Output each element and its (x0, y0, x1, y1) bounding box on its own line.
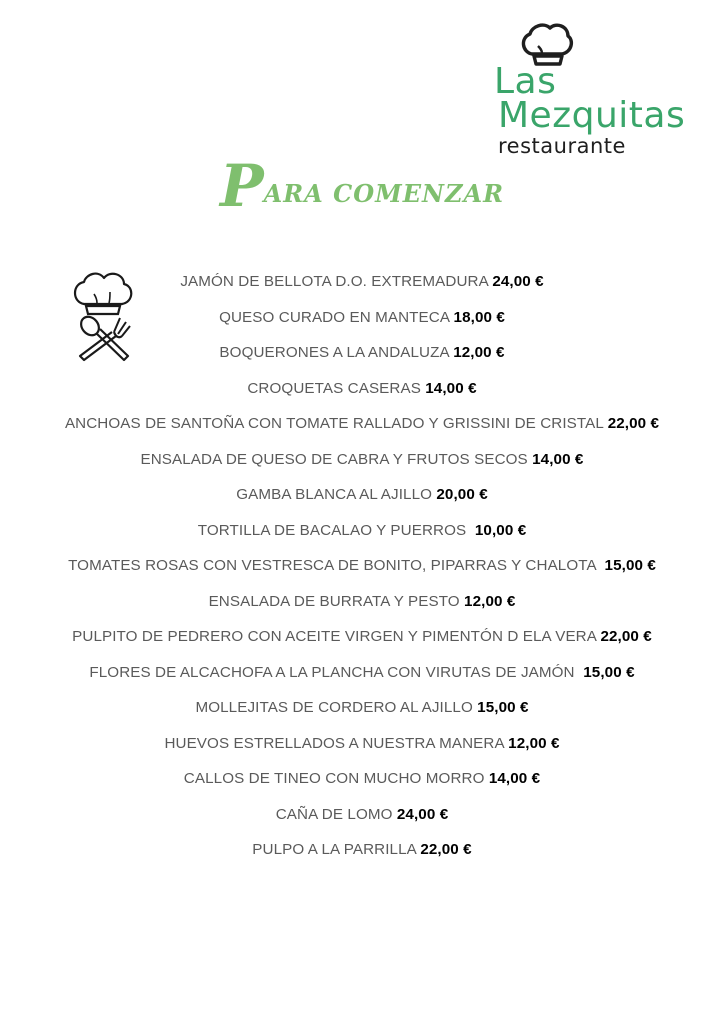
dish-price: 12,00 € (508, 734, 560, 752)
dish-price: 15,00 € (604, 557, 656, 574)
menu-item (0, 836, 724, 872)
menu-item (0, 801, 724, 837)
dish-price: 14,00 € (425, 379, 477, 397)
dish-name: ANCHOAS DE SANTOÑA CON TOMATE RALLADO Y GRISSINI DE CRISTAL (64, 415, 608, 432)
menu-list (0, 268, 724, 872)
menu-item (0, 765, 724, 801)
dish-name: CROQUETAS CASERAS (247, 379, 426, 397)
dish-price: 24,00 € (492, 273, 544, 290)
dish-price: 22,00 € (600, 628, 652, 645)
menu-item (0, 517, 724, 553)
restaurant-logo (494, 22, 694, 162)
section-title (0, 152, 724, 234)
dish-price: 22,00 € (607, 415, 660, 432)
dish-price: 14,00 € (488, 770, 541, 787)
dish-name: HUEVOS ESTRELLADOS A NUESTRA MANERA (164, 734, 509, 752)
menu-item (0, 552, 724, 588)
menu-item (0, 659, 724, 695)
dish-price: 12,00 € (453, 344, 505, 361)
brand-name-line1: Las (494, 61, 557, 102)
menu-item (0, 623, 724, 659)
dish-price: 22,00 € (420, 841, 472, 858)
dish-name: ENSALADA DE QUESO DE CABRA Y FRUTOS SECOS (140, 450, 533, 468)
menu-item (0, 268, 724, 304)
menu-item (0, 481, 724, 517)
menu-item (0, 694, 724, 730)
dish-price: 15,00 € (583, 663, 635, 681)
dish-name: CAÑA DE LOMO (275, 805, 397, 823)
menu-item (0, 446, 724, 482)
dish-price: 10,00 € (474, 521, 527, 539)
dish-name: JAMÓN DE BELLOTA D.O. EXTREMADURA (180, 273, 493, 290)
dish-price: 24,00 € (396, 805, 449, 823)
dish-price: 15,00 € (477, 699, 529, 716)
brand-name-line2: Mezquitas (498, 95, 686, 136)
dish-price: 18,00 € (453, 308, 505, 326)
dish-name: CALLOS DE TINEO CON MUCHO MORRO (183, 770, 489, 787)
dish-name: PULPO A LA PARRILLA (252, 841, 421, 858)
menu-item (0, 588, 724, 624)
dish-name: GAMBA BLANCA AL AJILLO (236, 486, 437, 503)
dish-price: 20,00 € (436, 486, 488, 503)
dish-name: PULPITO DE PEDRERO CON ACEITE VIRGEN Y PIMENTÓN D ELA VERA (72, 628, 601, 645)
dish-name: QUESO CURADO EN MANTECA (219, 308, 454, 326)
dish-name: MOLLEJITAS DE CORDERO AL AJILLO (195, 699, 478, 716)
section-title-rest: ARA COMENZAR (263, 179, 505, 208)
section-title-initial: P (219, 152, 264, 220)
brand-subtitle: restaurante (498, 134, 626, 158)
menu-item (0, 339, 724, 375)
menu-item (0, 375, 724, 411)
menu-item (0, 410, 724, 446)
menu-item (0, 730, 724, 766)
dish-name: TOMATES ROSAS CON VESTRESCA DE BONITO, PIPARRAS Y CHALOTA (68, 557, 605, 574)
dish-name: TORTILLA DE BACALAO Y PUERROS (197, 521, 475, 539)
dish-name: FLORES DE ALCACHOFA A LA PLANCHA CON VIRUTAS DE JAMÓN (89, 663, 584, 681)
menu-item (0, 304, 724, 340)
dish-price: 12,00 € (464, 592, 516, 610)
dish-name: ENSALADA DE BURRATA Y PESTO (208, 592, 465, 610)
dish-name: BOQUERONES A LA ANDALUZA (219, 344, 454, 361)
dish-price: 14,00 € (532, 450, 584, 468)
chef-hat-icon (518, 22, 574, 66)
